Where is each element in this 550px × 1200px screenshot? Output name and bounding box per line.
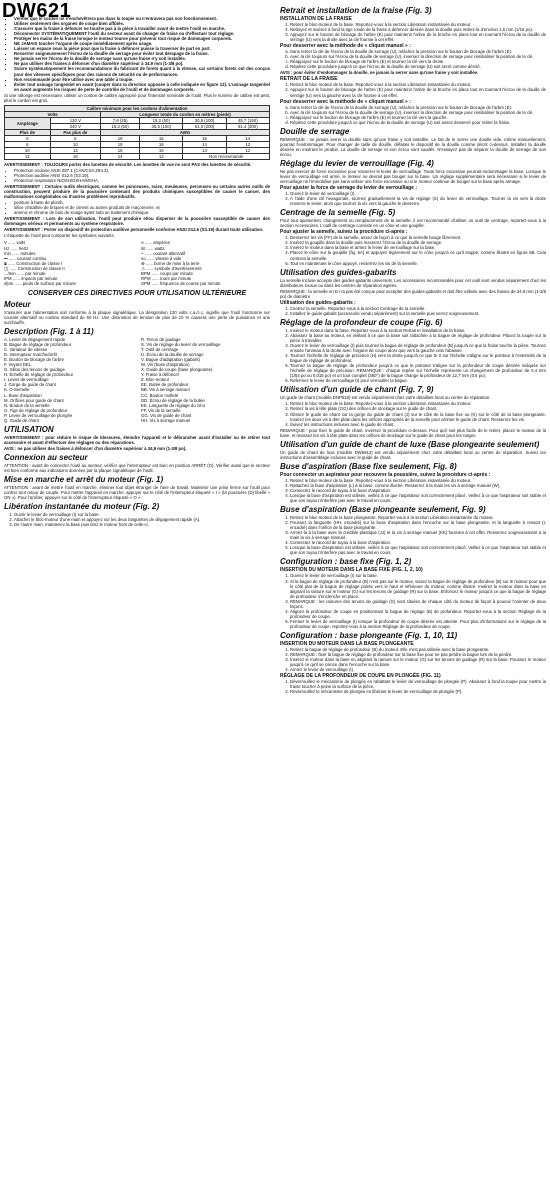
notice-text: AVIS : ne pas utiliser des fraises à défoncer d'un diamètre supérieur à 34,9 mm (1-3/8 po). [4, 445, 187, 451]
steps-list [4, 512, 270, 527]
table-cell: 15,2 (50) [140, 117, 183, 123]
list-item: C. Variateur de vitesse [4, 347, 48, 353]
section-text: ATTENTION : avant de connecter l'outil au secteur, vérifier que l'interrupteur est bien en position ARRÊT (O). Vérifier aussi que le secteur est bien conforme aux indications données par la plaque signalétique de l'outil. [4, 462, 270, 473]
list-item: O. Tige de réglage de profondeur [4, 407, 68, 413]
table-cell: 120 V [50, 117, 101, 123]
list-item: 1. Ouvrez le levier de verrouillage (I) sur la base. [290, 573, 546, 578]
list-item: 3. Ouvrez le levier de verrouillage (I) puis tournez la bague de réglage de profondeur (B) jusqu'à ce que la fraise touche la pièce. Tournez ensuite l'anneau à la droite avec l'organe de coupe alors que vers la gauche cela l'abaisse. [290, 343, 546, 353]
list-item: DD. Écrou de réglage de la butée [141, 397, 205, 403]
list-item: ▪ Protéger les mains de la fraise lorsque le moteur tourne pour prévenir tout risque de dommages corporels. [14, 36, 270, 41]
list-item: 4. Connectez le raccord de tuyau à la buse d'aspiration. [290, 540, 546, 545]
section-title: Moteur [4, 299, 31, 309]
steps-list [280, 22, 546, 42]
list-item: Z. Bloc-moteur [141, 377, 170, 383]
section-title: Buse d'aspiration (Base plongeante seulement, Fig. 9) [280, 505, 486, 515]
components-list [4, 337, 270, 423]
list-item: 1. Retirez le bloc-moteur de la base. Reportez-vous à la section Libération instantanée du moteur. [290, 478, 546, 483]
section-title: Description (Fig. 1 à 11) [4, 327, 94, 337]
section-title: Douille de serrage [280, 126, 350, 136]
section-title: Réglage du levier de verrouillage (Fig. 4) [280, 158, 434, 168]
steps-list [280, 478, 546, 503]
table-cell: 12 [140, 153, 183, 159]
list-item: CC. Bouton molleté [141, 392, 179, 398]
list-item: S. Vis de réglage du levier de verrouillage [141, 342, 221, 348]
list-item: 1. Ouvrir le levier de verrouillage (I) sur la base. [14, 512, 270, 517]
section-text: ATTENTION : avant de mettre l'outil en marche, éliminer tout objet étranger de l'aire de travail. Maintenir une prise ferme sur l'outil pour contrer tout retour de couple. Pour mettre l'appareil en marche, appuyer sur le côté de l'interrupteur étiqueté « I » (la poussière (D) libellé « ON »). Pour l'arrêter, appuyer sur le côté de l'interrupteur étiqueté « O ». [4, 485, 270, 501]
list-item: • Protection respiratoire NIOSH/OSHA/MSHA. [14, 178, 270, 183]
symbol-entry: ⧈ ...... Construction de classe I [4, 260, 63, 266]
section-title: Utilisation d'un guide de chant de luxe (Base plongeante seulement) [280, 439, 540, 449]
table-cell: 18 [101, 141, 140, 147]
list-item: ▪ Resserrer soigneusement l'écrou de la douille de serrage pour éviter tout dérapage de la fraise. [14, 51, 270, 56]
section-text: S'assurer que l'alimentation soit conforme à la plaque signalétique. La désignation 120 volts c.a./c.c. signifie que l'outil fonctionne sur courant alternatif ou continu standard de 60 Hz. Une diminution de tension de plus de 10 % causera une perte de puissance et une surchauffe. [4, 309, 270, 325]
list-item: FF. Vis de la semelle [141, 407, 181, 413]
list-item: 1. Retirez le bloc-moteur de la base. Reportez-vous à la section Libération instantanée du moteur. [290, 82, 546, 87]
symbol-entry: .../min ...... par minute [4, 270, 46, 276]
list-item: Y. Fraise à défoncer [141, 372, 180, 378]
table-cell: 16 [183, 135, 226, 141]
list-item: 2. Poussez la languette (HH, encadré) sur la buse d'aspiration dans l'encoche sur la base plongeante, et la languette à ressort (I, encadré) dans l'orifice de la base plongeante. [290, 520, 546, 530]
list-item: c. Réappuyez sur le bouton de blocage de l'arbre (E) et tournez la clé vers la droite. [290, 59, 546, 64]
list-item: GG. Vis de guide de chant [141, 412, 192, 418]
table-cell: 6 [5, 141, 51, 147]
cable-gauge-table [4, 105, 270, 160]
list-item: 1. Centrez la semelle. Reportez-vous à la section Centrage de la semelle. [290, 306, 546, 311]
section-title: UTILISATION [4, 424, 54, 434]
list-item: K. O-Semelle [4, 387, 30, 393]
list-item: 2. Retirez la vis à tête plate (GG) des orifices de stockage sur le guide de chant. [290, 406, 546, 411]
list-item: 2. Nettoyez et insérez à fond la tige ronde de la fraise à défoncer désirée dans la douille puis retirez-la d'environ 1,6 mm (1/16 po). [290, 27, 546, 32]
symbol-entry: min ...... minutes [4, 250, 36, 256]
list-item: T. Outil de centrage [141, 347, 179, 353]
list-item: 3. Connectez le raccord de tuyau à la buse d'aspiration. [290, 488, 546, 493]
table-cell: 12 [5, 153, 51, 159]
symbol-entry: ◫ ...... Construction de classe II [4, 265, 65, 271]
section-title: Connexion au secteur [4, 452, 88, 462]
steps-list [280, 49, 546, 69]
list-item: R. Tenon de guidage [141, 337, 181, 343]
table-cell: 0 [5, 135, 51, 141]
steps-list [280, 235, 546, 265]
list-item: 4. Tournez l'échelle de réglage de précision (H) vers la droite jusqu'à ce que le 0 sur l'échelle s'aligne sur le pointeur à l'extrémité de la bague de réglage de profondeur. [290, 353, 546, 363]
steps-list [280, 82, 546, 97]
table-cell: 12 [226, 141, 269, 147]
table-head-cell: AWG [101, 129, 270, 135]
list-item: ▪ Suivre systématiquement les recommandations du fabricant de forets quant à la vitesse, car certains forets ont des conçus pour des vitesses spécifiques pour des raisons de sécurité ou de performances. [14, 66, 270, 76]
section-title: Utilisation d'un guide de chant (Fig. 7, 9) [280, 385, 434, 395]
list-item: EE. Butée de profondeur [141, 382, 189, 388]
table-cell: 14 [101, 153, 140, 159]
list-item: 1. Retirez le bloc-moteur de la base. Reportez-vous à la section Libération instantanée du moteur. [290, 22, 546, 27]
list-item: 5. Tout en maintenant le cône appuyé, resserrez les vis de la semelle. [290, 261, 546, 266]
table-cell: 45,7 (150) [226, 117, 269, 123]
list-item: 5. Fermez le levier de verrouillage (I) lorsque la profondeur de coupe désirée est atteinte. Pour plus d'informations sur le réglage de la profondeur de coupe, reportez-vous à la section Réglage de la profondeur de coupe. [290, 619, 546, 629]
table-cell: 18 [101, 135, 140, 141]
right-column [280, 4, 546, 1196]
list-item: • Protection oculaire ANSI Z87.1 (CAN/CSA Z94.3), [14, 168, 270, 173]
symbol-entry: ⎓ ...... courant continu [4, 255, 47, 261]
list-item: 2. Si la bague de réglage de profondeur (B) n'est pas sur le moteur, vissez la bague de réglage de profondeur (B) sur le moteur pour que le côté plat de la bague de réglage pointe vers le haut et inférieure du moteur, comme illustré. Insérez le moteur dans la base en alignant la rainure sur le moteur (G) sur les tenons de guidage (R) sur la base. Enfoncez le moteur jusqu'à ce que la bague de réglage de profondeur s'enclenche en place. [290, 579, 546, 599]
subsection-title: Pour connecter un aspirateur pour recouvrer la poussière, suivez la procédure ci-après : [280, 471, 491, 478]
list-item: ▪ Éviter tout usinage tangentiel en avant (couper dans la direction opposée à celle indiquée en figure 12). L'usinage tangentiel en avant augmente les risques de perte de contrôle de l'outil et de dommages corporels. [14, 82, 270, 92]
list-item: 2. Abaissez la base au moteur, en veillant à ce que la base soit rattachée à la bague de réglage de profondeur. Placez la toupie sur la pièce à travailler. [290, 333, 546, 343]
list-item: c. Réappuyez sur le bouton de blocage de l'arbre (E) et tournez la clé vers la gauche. [290, 115, 546, 120]
table-head-volts: Volts [5, 111, 101, 117]
table-cell: 240 V [50, 123, 101, 129]
list-item: • silice cristalline de briques et de ciment ou autres produits de maçonnerie, et [14, 205, 270, 210]
symbol-entry: no ...... vitesse à vide [141, 255, 182, 261]
table-cell: 12 [50, 147, 101, 153]
list-item: U. Écrou de la douille de serrage [141, 352, 204, 358]
table-head-cell: Pas plus de [50, 129, 101, 135]
table-cell: 16 [140, 141, 183, 147]
table-cell: 7,6 (25) [101, 117, 140, 123]
table-cell: 12 [226, 147, 269, 153]
list-item: 5. Lorsque la buse d'aspiration est utilisée, veillez à ce que l'aspirateur soit correctement placé. Veillez à ce que l'aspirateur soit stable et que son tuyau n'interfère pas avec le travail en cours. [290, 545, 546, 555]
list-item: 1. Desserrez les vis (FF) de la semelle, assez de façon à ce que la semelle bouge librement. [290, 235, 546, 240]
warning-text: AVERTISSEMENT : TOUJOURS porter des lunettes de sécurité. Les lunettes de vue ne sont PAS des lunettes de sécurité. [4, 161, 252, 167]
table-cell: 91,4 (300) [226, 123, 269, 129]
symbol-entry: ~ ...... courant alternatif [141, 250, 186, 256]
subsection-title: Pour ajuster la force de serrage du levier de verrouillage : [280, 185, 417, 192]
list-item: ▪ Non recommandé pour être utilisé avec une table à toupie. [14, 77, 270, 82]
list-item: 3. Insérez le moteur dans la base en alignant la rainure sur le moteur (G) sur les tenons de guidage (R) sur la base. Poussez le moteur jusqu'à ce qu'il se coince dans l'encoche sur la base. [290, 657, 546, 667]
subsection-title: Pour desserrer avec la méthode de « cliquet manuel » : [280, 98, 411, 105]
extension-text: Si une rallonge est nécessaire, utiliser un cordon de calibre approprié pour l'intensité nominale de l'outil. Plus le numéro de calibre est petit, plus le cordon est gros. [4, 92, 270, 103]
subsection-title: INSERTION DU MOTEUR DANS LA BASE FIXE (FIG. 1, 2, 10) [280, 567, 423, 574]
list-item: d. Répétez cette procédure jusqu'à ce que l'écrou de la douille de serrage (U) soit serré comme désiré. [290, 64, 546, 69]
table-cell: 14 [183, 147, 226, 153]
symbol-entry: ⊕ ...... borne de mise à la terre [141, 260, 200, 266]
table-cell: 14 [183, 141, 226, 147]
steps-list [280, 515, 546, 555]
table-cell: 16 [101, 147, 140, 153]
symbol-entry: Hz ...... hertz [4, 245, 29, 251]
steps-list [280, 328, 546, 384]
model-label: DW621 [2, 0, 72, 22]
list-item: d. Répétez cette procédure jusqu'à ce que l'écrou de la douille de serrage (U) soit assez desserré pour retirer la fraise. [290, 120, 546, 125]
warning-text: AVERTISSEMENT : Lors de son utilisation, l'outil peut produire et/ou disperser de la poussière susceptible de causer des dommages sérieux et permanents au système respiratoire. [4, 216, 270, 227]
chemicals-list [4, 200, 270, 215]
list-item: 1. Retirez le bloc-moteur de la base plongeante. Reportez-vous à la section Libération instantanée du moteur. [290, 515, 546, 520]
subsection-title: Pour desserrer avec la méthode de « cliquet manuel » : [280, 43, 411, 50]
section-title: Réglage de la profondeur de coupe (Fig. 6) [280, 317, 443, 327]
symbol-entry: BPM ...... coups par minute [141, 270, 193, 276]
section-title: Retrait et installation de la fraise (Fig. 3) [280, 6, 432, 15]
list-item: b. Avec la clé toujours sur l'écrou de la douille de serrage (U), inversez la direction de serrage pour réinitialiser la position de la clé. [290, 110, 546, 115]
list-item: P. Levier de verrouillage de plongée [4, 412, 73, 418]
symbol-entry: RPM ...... tours par minute [141, 275, 192, 281]
list-item: W. Vis (buse d'aspiration) [141, 362, 190, 368]
table-cell: 16 [50, 153, 101, 159]
list-item: J. Gorge du guide de chant [4, 382, 56, 388]
symbol-entry: sfpm ...... pieds de surface par minute [4, 280, 76, 286]
symbol-entry: ⚠ ...... symbole d'avertissement [141, 265, 202, 271]
symbol-entry: SPM ...... fréquence de course par minute [141, 280, 221, 286]
list-item: 3. Armez-la à la base avec la crédible plastique (JJ) et la vis à serrage manuel (KK) fournies à cet effet. Resserrez soigneusement à la main la vis à serrage manuel. [290, 530, 546, 540]
list-item: M. Orifices pour guide de chant [4, 397, 64, 403]
steps-list [280, 647, 546, 672]
table-head-cell: Plus de [5, 129, 51, 135]
symbols-intro: L'étiquette de l'outil peut comporter les symboles suivants. [4, 233, 115, 239]
symbol-entry: W ...... watts [141, 245, 165, 251]
subsection-title: RÉGLAGE DE LA PROFONDEUR DE COUPE EN PLONGÉE (FIG. 11) [280, 673, 441, 680]
list-item: V. Bague d'adaptation (gabarit) [141, 357, 200, 363]
steps-list [280, 191, 546, 206]
keep-instructions-title: CONSERVER CES DIRECTIVES POUR UTILISATION ULTÉRIEURE [27, 289, 247, 297]
list-item: 3. Glissez le guide de chant sur la gorge du guide de chant (J) sur le côté de la base fixe ou (K) sur le côté de la base plongeante. Insérez les deux vis à tête plate dans les orifices appropriés de la semelle pour arrimer le guide de chant. Resserrez les vis. [290, 412, 546, 422]
note-text: REMARQUE : la semelle en D n'a pas été conçue pour accepter des guides-gabarits et doit être utilisée avec des fraises de 34,9 mm (1-3/8 po) de diamètre. [280, 288, 546, 299]
list-item: ▪ NE JAMAIS toucher l'organe de coupe immédiatement après usage. [14, 41, 270, 46]
safety-bullets [4, 16, 270, 92]
symbol-entry: A ...... ampères [141, 240, 170, 246]
list-item: 2. À l'aide d'une clé hexagonale, tournez graduellement la vis de réglage (S) du levier de verrouillage. Tourner la vis vers la droite resserre le levier, alors que tourner la vis vers la gauche le desserre. [290, 196, 546, 206]
section-title: Utilisation des guides-gabarits [280, 267, 397, 277]
section-text: REMARQUE : ne jamais serrer la douille sans qu'une fraise y soit installée. Le fait de le serrer une douille vide, même manuellement, pourrait l'endommager. Pour changer de taille de douille, défaites le dispositif de la douille comme décrit ci-dessus. Installez la douille désirée en insérant le produit. La douille de serrage et son écrou sont soudés. N'essayez pas de séparer la douille de serrage de son écrou. [280, 136, 546, 157]
list-item: 2. Reverrouillez le mécanisme de plongée en libérant le levier de verrouillage de plongée (P). [290, 689, 546, 694]
list-item: 4. Alignez la profondeur de coupe en positionnant la bague de réglage (B) de profondeur. Reportez-vous à la section Réglage de la profondeur de coupe. [290, 609, 546, 619]
list-item: ▪ S'assurer que la fraise à défoncer ne touche pas à la pièce à travailler avant de mettre l'outil en marche. [14, 26, 270, 31]
warning-text: AVERTISSEMENT : pour réduire le risque de blessures, éteindre l'appareil et le débrancher avant d'installer ou de retirer tout accessoire et avant d'effectuer des réglages ou des réparations. [4, 434, 270, 445]
list-item: 6. Refermez le levier de verrouillage (I) pour verrouiller la bague. [290, 378, 546, 383]
table-cell: Non recommandé [183, 153, 270, 159]
table-cell: 16 [140, 147, 183, 153]
list-item: ▪ Laisser un espace sous la pièce pour que la fraise à défoncer puisse la traverser de part en part. [14, 46, 270, 51]
list-item: 2. REMARQUE : fixer la bague de réglage de profondeur sur la base fixe pour ne pas perdre la bague lors de la perdre. [290, 652, 546, 657]
section-text: Pour tout ajustement, changement ou remplacement de la semelle, il est recommandé d'utiliser un outil de centrage, reportez-vous à la section Accessoires. L'outil de centrage consiste en un cône et une goupille. [280, 218, 546, 229]
list-item: N. Bouton de la semelle [4, 402, 50, 408]
table-head-length: Longueur totale du cordon en mètres (pieds) [101, 111, 270, 117]
list-item: 2. Attacher le bloc-moteur d'une main et appuyez sur les deux languettes de dégagement rapide (A). [14, 517, 270, 522]
list-item: 4. Placez le cône sur la goupille (fig. 5A) et appuyez légèrement sur le cône jusqu'à ce qu'il stoppe, comme illustré en figure 5B. Cela centrera la semelle. [290, 250, 546, 260]
notice-text: AVIS : pour éviter d'endommager la douille, ne jamais la serrer sans qu'une fraise y soit installée. [280, 70, 479, 76]
list-item: X. Guide de coupe (base plongeante) [141, 367, 213, 373]
steps-list [280, 401, 546, 426]
list-item: H. Échelle de réglage de profondeur [4, 372, 74, 378]
steps-list [280, 105, 546, 125]
table-cell: 10 [5, 147, 51, 153]
list-item: 1. Retirez le bloc-moteur de la base. Reportez-vous à la section Libération instantanée du moteur. [290, 401, 546, 406]
list-item: ▪ Utiliser seulement des organes de coupe bien affûtés. [14, 21, 270, 26]
list-item: 4. Lorsque la buse d'aspiration est utilisée, veillez à ce que l'aspirateur soit correctement placé. Veillez à ce que l'aspirateur soit stable et que son tuyau n'interfère pas avec le travail en cours. [290, 493, 546, 503]
table-row [5, 153, 270, 159]
list-item: 1. Déverrouillez le mécanisme de plongée en rabattant le levier de verrouillage de plongée (P). Abaissez à fond la toupie pour mettre la fraise toucher à peine la surface de la pièce. [290, 679, 546, 689]
list-item: 2. Insérez la goupille dans la douille puis resserrez l'écrou de la douille de serrage. [290, 240, 546, 245]
list-item: • peinture à base de plomb, [14, 200, 270, 205]
list-item: • Protection auditive ANSI S12.6 (S3.19), [14, 173, 270, 178]
list-item: 2. Appuyez sur le bouton de blocage de l'arbre (E) pour maintenir l'arbre de la broche en place tout en tournant l'écrou de la douille de serrage (U) vers la gauche avec la clé fournie à cet effet. [290, 87, 546, 97]
table-cell: 61,0 (200) [183, 123, 226, 129]
list-item: 1. Insérez le moteur dans la base. Reportez-vous à la section Retrait et installation de la fraise. [290, 328, 546, 333]
table-head-amperage: Ampérage [5, 117, 51, 129]
list-item: D. Interrupteur marche/arrêt [4, 352, 58, 358]
list-item: L. Buse d'aspiration [4, 392, 42, 398]
list-item: I. Levier de verrouillage [4, 377, 49, 383]
list-item: 3. De l'autre main, maintenez la base puis tirez le moteur hors de celle-ci. [14, 522, 270, 527]
table-cell: 15,2 (50) [101, 123, 140, 129]
subsection-title: RETRAIT DE LA FRAISE [280, 76, 338, 83]
list-item: 2. Rattachez la buse d'aspiration (L) à la base, comme illustré. Resserrez à la main les vis à serrage manuel (W). [290, 483, 546, 488]
list-item: G. Sillon des tenons de guidage [4, 367, 65, 373]
list-item: • arsenic et chrome de bois de sciage ayant subi un traitement chimique. [14, 210, 270, 215]
list-item: B. Bague de réglage de profondeur [4, 342, 72, 348]
list-item: E. Bouton de blocage de l'arbre [4, 357, 65, 363]
list-item: F. Voyant DEL [4, 362, 32, 368]
list-item: 2. Installez le guide-gabarit (accessoire vendu séparément) sur la semelle puis serrez soigneusement. [290, 311, 546, 316]
table-cell: 10 [50, 141, 101, 147]
subsection-title: Pour ajuster la semelle, suivez la procédure ci-après : [280, 229, 408, 236]
list-item: ▪ Ne pas utiliser des fraises à défoncer d'un diamètre supérieur à 34,9 mm (1-3/8 po). [14, 61, 270, 66]
list-item: 4. Suivez les instructions incluses avec le guide de chant. [290, 422, 546, 427]
warning-text: AVERTISSEMENT : Porter un dispositif de protection auditive personnelle conforme ANSI S12.6 (S3.19) durant toute utilisation. [4, 227, 264, 233]
subsection-title: INSTALLATION DE LA FRAISE [280, 16, 352, 22]
section-title: Mise en marche et arrêt du moteur (Fig. 1) [4, 475, 164, 485]
section-text: Un guide de chant (modèle DNP618) est vendu séparément chez votre détaillant local ou centre de réparation. [280, 395, 491, 401]
steps-list [280, 306, 546, 316]
table-caption: Calibre minimum pour les cordons d'alimentation [5, 105, 270, 111]
list-item: EE. Languette de réglage du zéro [141, 402, 206, 408]
table-cell: 16 [140, 135, 183, 141]
section-title: Centrage de la semelle (Fig. 5) [280, 208, 396, 218]
list-item: b. Avec la clé toujours sur l'écrou de la douille de serrage (U), inversez la direction de serrage pour réinitialiser la position de la clé. [290, 54, 546, 59]
list-item: 1. Ouvrez le levier de verrouillage (I). [290, 191, 546, 196]
subsection-title: INSERTION DU MOTEUR DANS LA BASE PLONGEANTE [280, 640, 414, 647]
table-cell: 14 [226, 135, 269, 141]
warning-text: AVERTISSEMENT : Certains outils électriques, comme les ponceuses, scies, meuleuses, perceuses ou certains autres outils de construction, peuvent produire de la poussière contenant des produits chimiques susceptibles de causer le cancer, des malformations congénitales ou d'autres problèmes reproductifs. [4, 183, 270, 200]
section-text: Un guide de chant de luxe (modèle DW6913) est vendu séparément chez votre détaillant local ou centre de réparation. Suivez les instructions d'assemblage incluses avec le guide de chant. [280, 449, 546, 460]
list-item: ▪ Ne jamais serrer l'écrou de la douille de serrage sans qu'une fraise n'y soit installée. [14, 56, 270, 61]
symbols-grid [4, 240, 270, 285]
list-item: BB. Vis à serrage manuel [141, 387, 190, 393]
section-title: Libération instantanée du moteur (Fig. 2) [4, 502, 160, 512]
list-item: Q. Guide de chant [4, 417, 39, 423]
list-item: ▪ Déconnecter SYSTÉMATIQUEMENT l'outil du secteur avant de changer de fraise ou d'effectuer tout réglage. [14, 31, 270, 36]
list-item: 3. Insérez le moteur dans la base et armez le levier de verrouillage sur la base. [290, 245, 546, 250]
section-text: Ne pas exercer de force excessive pour resserrer le levier de verrouillage. Toute force excessive pourrait endommager la base. Lorsque le levier de verrouillage est armé, le moteur ne devrait pas bouger sur la base. Un réglage supplémentaire sera nécessaire si le levier de verrouillage ne l'immobilise pas sans utiliser une force excessive ou si le moteur continue de bouger sur la base après armage. [280, 168, 546, 185]
list-item: a. Sans retirer la clé de l'écrou de la douille de serrage (U), relâchez la pression sur le bouton de blocage de l'arbre (E). [290, 49, 546, 54]
left-column [4, 16, 270, 1196]
table-cell: 30,5 (100) [183, 117, 226, 123]
table-cell: 6 [50, 135, 101, 141]
table-cell: 30,5 (100) [140, 123, 183, 129]
section-title: Buse d'aspiration (Base fixe seulement, Fig. 8) [280, 461, 457, 471]
subsection-title: Utilisation des guides-gabarits : [280, 299, 356, 306]
list-item: 4. Armez le levier de verrouillage (I). [290, 667, 546, 672]
list-item: 5. Tournez la bague de réglage de profondeur jusqu'à ce que le pointeur s'aligne sur la profondeur de coupe désirée indiquée sur l'échelle de réglage de précision. REMARQUE : chaque repère sur l'échelle représente un changement de profondeur de 0,4 mm (1/64 po ou 0,015 po) et un tour complet (360°) de la bague change la profondeur de 12,7 mm (0,5 po). [290, 363, 546, 378]
section-text: La semelle incluse accepte des guides-gabarits universels. Les accessoires recommandés pour cet outil sont vendus séparément chez les distributeurs locaux ou dans les centres de réparation agréés. [280, 277, 546, 288]
list-item: A. Levier de dégagement rapide [4, 337, 66, 343]
symbol-entry: V ...... volts [4, 240, 26, 246]
protection-list [4, 168, 270, 183]
list-item: HH. Vis à serrage manuel [141, 417, 191, 423]
steps-list [280, 679, 546, 694]
section-title: Configuration : base plongeante (Fig. 1, 10, 11) [280, 630, 458, 640]
list-item: 3. Appuyez sur le bouton de blocage de l'arbre (E) pour maintenir l'arbre de la broche en place tout en tournant l'écrou de la douille de serrage (U) vers la droite avec la clé fournie à cet effet. [290, 32, 546, 42]
symbol-entry: IPM ...... impacts par minute [4, 275, 58, 281]
list-item: 1. Retirez la bague de réglage de profondeur (B) du moteur. Elle n'est pas utilisée avec la base plongeante. [290, 647, 546, 652]
list-item: 3. REMARQUE : les rainures des tenons de guidage (G) sont situées de chaque côté du moteur de façon à pouvoir l'orienter de deux façons. [290, 599, 546, 609]
steps-list [280, 573, 546, 629]
list-item: a. Sans retirer la clé de l'écrou de la douille de serrage (U), relâchez la pression sur le bouton de blocage de l'arbre (E). [290, 105, 546, 110]
note-text: REMARQUE : pour fixer le guide de chant, inversez la procédure ci-dessus. Pour qu'il soit plus facile de le retirer, placez le moteur de la base, et revissez les vis à tête plate dans les orifices de stockage sur le guide de chant pour les ranger. [280, 427, 546, 438]
section-title: Configuration : base fixe (Fig. 1, 2) [280, 557, 412, 567]
list-item: ▪ Vérifier que le cordon ne s'enchevêtrera pas dans la toupie ou n'entravera pas son fonctionnement. [14, 16, 270, 21]
